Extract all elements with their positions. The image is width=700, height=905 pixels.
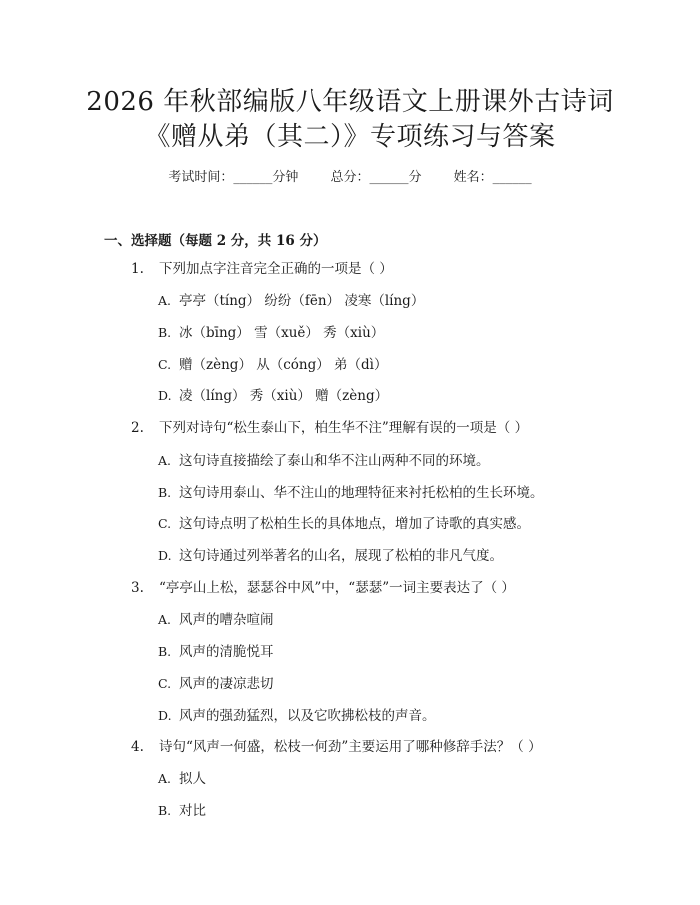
option-text: 这句诗点明了松柏生长的具体地点，增加了诗歌的真实感。 bbox=[179, 516, 530, 532]
question-number: 3. bbox=[131, 580, 144, 596]
option-text: 风声的强劲猛烈，以及它吹拂松枝的声音。 bbox=[179, 708, 436, 724]
question-option bbox=[158, 323, 384, 343]
question-option bbox=[158, 769, 206, 789]
exam-time-field: 考试时间：______分钟 bbox=[168, 170, 299, 185]
option-letter: B. bbox=[158, 803, 172, 818]
document-title-line-1: 2026 年秋部编版八年级语文上册课外古诗词 bbox=[86, 87, 614, 117]
option-letter: A. bbox=[158, 612, 172, 627]
option-text: 风声的凄凉悲切 bbox=[179, 676, 274, 692]
question-stem bbox=[131, 578, 515, 598]
question-stem bbox=[131, 259, 393, 279]
option-text: 拟人 bbox=[179, 771, 206, 787]
question-text: 下列加点字注音完全正确的一项是（ ） bbox=[159, 261, 393, 277]
option-letter: D. bbox=[158, 708, 172, 723]
option-text: 风声的嘈杂喧闹 bbox=[179, 612, 274, 628]
question-option bbox=[158, 642, 274, 662]
question-option bbox=[158, 674, 274, 694]
option-text: 赠（zèng） 从（cóng） 弟（dì） bbox=[179, 357, 388, 373]
question-option bbox=[158, 386, 388, 406]
option-letter: A. bbox=[158, 293, 172, 308]
question-option bbox=[158, 355, 388, 375]
option-text: 凌（líng） 秀（xiù） 赠（zèng） bbox=[179, 388, 389, 404]
option-letter: B. bbox=[158, 325, 172, 340]
question-number: 4. bbox=[131, 739, 144, 755]
option-letter: C. bbox=[158, 676, 172, 691]
option-letter: B. bbox=[158, 644, 172, 659]
document-title-line-2: 《赠从弟（其二）》专项练习与答案 bbox=[144, 122, 556, 152]
option-letter: C. bbox=[158, 516, 172, 531]
option-text: 这句诗通过列举著名的山名，展现了松柏的非凡气度。 bbox=[179, 548, 503, 564]
option-letter: D. bbox=[158, 548, 172, 563]
question-text: 诗句“风声一何盛，松枝一何劲”主要运用了哪种修辞手法？（ ） bbox=[159, 739, 542, 755]
question-text: “亭亭山上松，瑟瑟谷中风”中，“瑟瑟”一词主要表达了（ ） bbox=[159, 580, 515, 596]
option-text: 这句诗用泰山、华不注山的地理特征来衬托松柏的生长环境。 bbox=[179, 485, 544, 501]
option-letter: A. bbox=[158, 771, 172, 786]
question-option bbox=[158, 801, 206, 821]
section-title: 一、选择题（每题 2 分，共 16 分） bbox=[104, 233, 327, 249]
option-letter: C. bbox=[158, 357, 172, 372]
question-option bbox=[158, 514, 530, 534]
question-option bbox=[158, 546, 503, 566]
option-text: 亭亭（tíng） 纷纷（fēn） 凌寒（líng） bbox=[179, 293, 425, 309]
exam-score-field: 总分：______分 bbox=[330, 170, 422, 185]
question-option bbox=[158, 706, 436, 726]
question-option bbox=[158, 483, 544, 503]
option-text: 风声的清脆悦耳 bbox=[179, 644, 274, 660]
option-text: 这句诗直接描绘了泰山和华不注山两种不同的环境。 bbox=[179, 453, 490, 469]
option-text: 对比 bbox=[179, 803, 206, 819]
question-number: 1. bbox=[131, 261, 144, 277]
question-option bbox=[158, 291, 424, 311]
question-stem bbox=[131, 418, 528, 438]
option-text: 冰（bīng） 雪（xuě） 秀（xiù） bbox=[179, 325, 385, 341]
option-letter: D. bbox=[158, 388, 172, 403]
option-letter: B. bbox=[158, 485, 172, 500]
student-name-field: 姓名：______ bbox=[453, 170, 532, 185]
option-letter: A. bbox=[158, 453, 172, 468]
question-text: 下列对诗句“松生泰山下，柏生华不注”理解有误的一项是（ ） bbox=[159, 420, 529, 436]
exam-info bbox=[0, 168, 700, 188]
question-number: 2. bbox=[131, 420, 144, 436]
question-stem bbox=[131, 737, 542, 757]
question-option bbox=[158, 610, 274, 630]
question-option bbox=[158, 451, 490, 471]
